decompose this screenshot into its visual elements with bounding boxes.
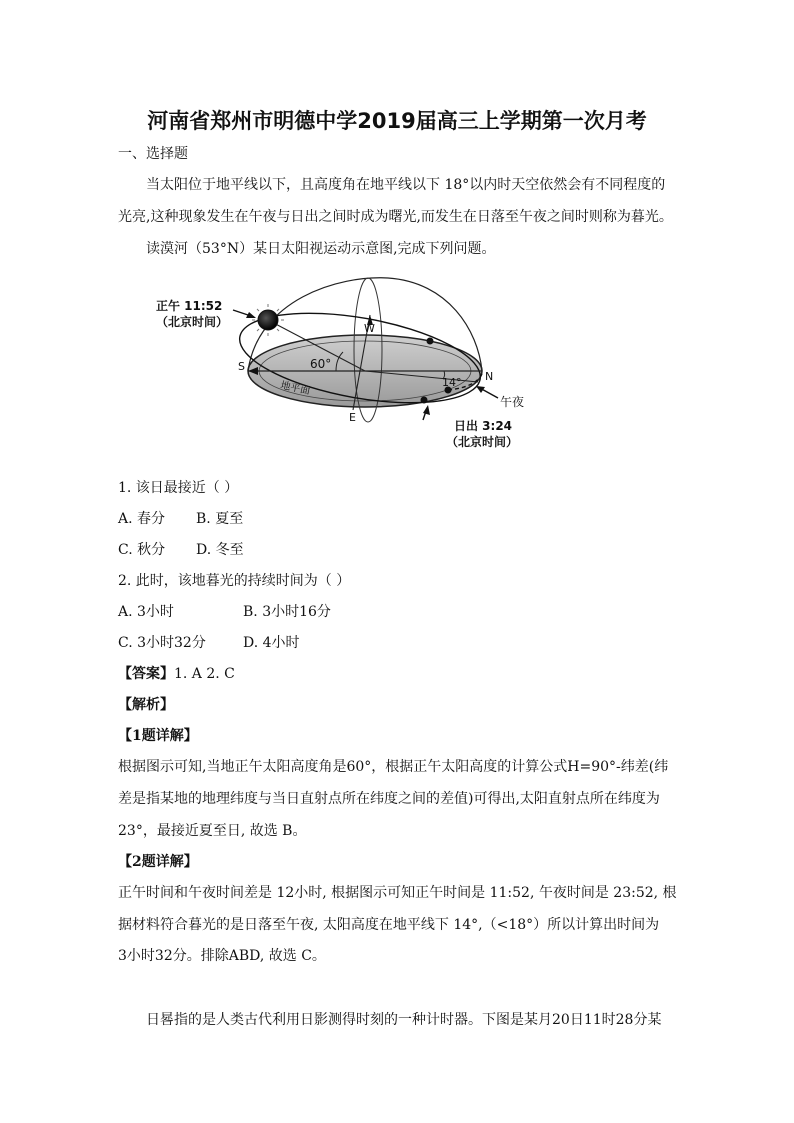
detail1-label: 【1题详解】 (118, 728, 198, 744)
detail2-line-1: 正午时间和午夜时间差是 12小时, 根据图示可知正午时间是 11:52, 午夜时间是 23:52, 根 (118, 885, 677, 901)
dir-s: S (238, 360, 245, 373)
angle-noon: 60° (310, 357, 332, 371)
answer-line (118, 665, 235, 683)
q2-option-d: D. 4小时 (243, 635, 300, 651)
q2-option-b: B. 3小时16分 (243, 604, 331, 620)
horizon-label: 地平面 (279, 380, 312, 398)
q2-stem: 2. 此时，该地暮光的持续时间为（ ） (118, 573, 351, 589)
intro-line-2: 光亮,这种现象发生在午夜与日出之间时成为曙光,而发生在日落至午夜之间时则称为暮光。 (118, 209, 673, 225)
detail2-line-3: 3小时32分。排除ABD, 故选 C。 (118, 948, 326, 964)
dir-w: W (364, 322, 375, 335)
q2-option-a: A. 3小时 (118, 604, 174, 620)
dir-e: E (349, 411, 356, 424)
noon-sublabel: （北京时间） (156, 315, 229, 329)
q1-option-d: D. 冬至 (196, 542, 244, 558)
midnight-label: 午夜 (500, 395, 525, 409)
sunrise-sublabel: （北京时间） (446, 435, 519, 449)
section-heading: 一、选择题 (118, 146, 188, 162)
sunrise-label: 日出 3:24 (454, 419, 513, 433)
sun-path-diagram (148, 270, 538, 455)
q2-option-c: C. 3小时32分 (118, 635, 206, 651)
noon-label: 正午 11:52 (156, 299, 223, 313)
detail2-line-2: 据材料符合暮光的是日落至午夜, 太阳高度在地平线下 14°,（<18°）所以计算出时间为 (118, 917, 660, 933)
next-question-line: 日晷指的是人类古代利用日影测得时刻的一种计时器。下图是某月20日11时28分某 (146, 1012, 662, 1028)
answer-label: 【答案】 (118, 666, 174, 682)
page-title: 河南省郑州市明德中学2019届高三上学期第一次月考 (147, 109, 647, 133)
detail1-line-2: 差是指某地的地理纬度与当日直射点所在纬度之间的差值)可得出,太阳直射点所在纬度为 (118, 791, 660, 807)
q1-stem: 1. 该日最接近（ ） (118, 480, 239, 496)
detail1-line-1: 根据图示可知,当地正午太阳高度角是60°，根据正午太阳高度的计算公式H=90°-纬差(纬 (118, 759, 669, 775)
answer-text: 1. A 2. C (174, 666, 235, 682)
q1-option-a: A. 春分 (118, 511, 166, 527)
q1-option-b: B. 夏至 (196, 511, 244, 527)
intro-line-3: 读漠河（53°N）某日太阳视运动示意图,完成下列问题。 (146, 241, 496, 257)
detail2-label: 【2题详解】 (118, 854, 198, 870)
angle-north: 14° (442, 376, 462, 389)
analysis-label: 【解析】 (118, 697, 174, 713)
dir-n: N (485, 370, 494, 383)
q1-option-c: C. 秋分 (118, 542, 166, 558)
sun-icon (258, 310, 278, 330)
intro-line-1: 当太阳位于地平线以下，且高度角在地平线以下 18°以内时天空依然会有不同程度的 (146, 177, 666, 193)
detail1-line-3: 23°，最接近夏至日, 故选 B。 (118, 823, 307, 839)
